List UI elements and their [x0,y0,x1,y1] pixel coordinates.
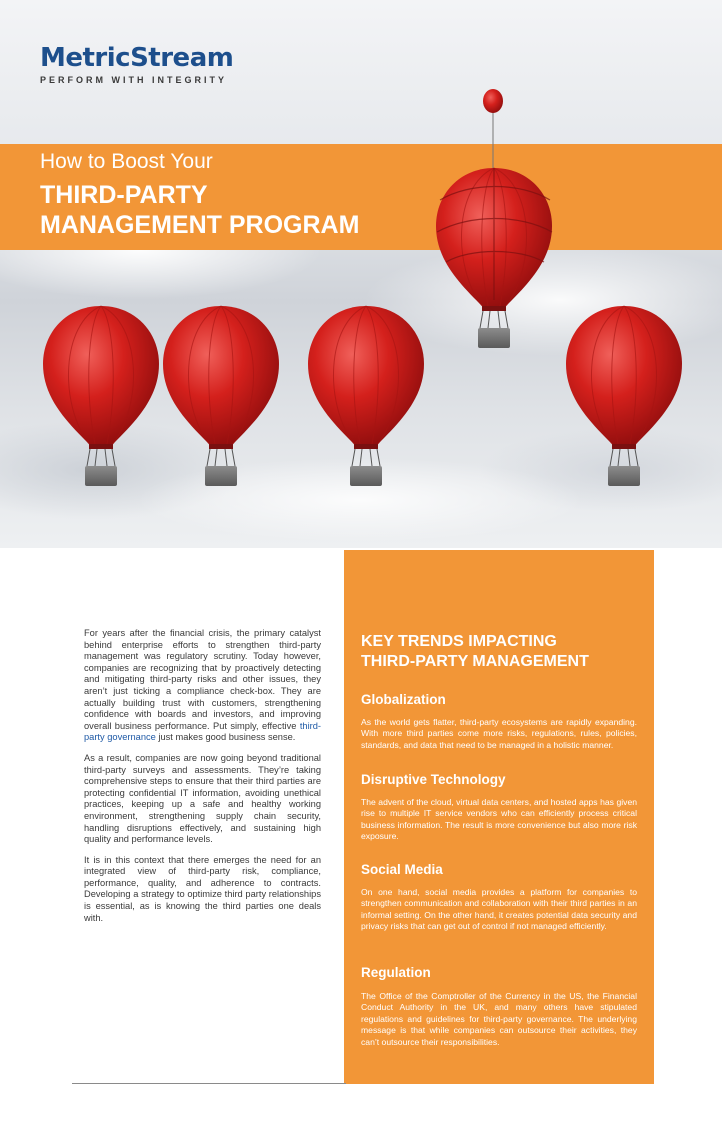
trend-heading-disruptive-technology: Disruptive Technology [361,772,506,787]
trend-heading-social-media: Social Media [361,862,443,877]
key-trends-title [361,632,589,672]
balloon-2 [163,306,279,486]
intro-paragraph-1 [84,628,321,744]
bottom-divider [72,1083,346,1084]
intro-p1-end: just makes good business sense. [155,732,296,743]
intro-text [84,628,321,933]
third-party-governance-link[interactable]: third-party governance [84,720,321,743]
banner-subtitle: How to Boost Your [40,150,213,173]
logo-tagline: PERFORM WITH INTEGRITY [40,75,227,85]
key-trends-title-line2: THIRD-PARTY MANAGEMENT [361,653,589,670]
intro-p1-text: For years after the financial crisis, the primary catalyst behind enterprise efforts to strengthen third-party management was regulatory scrutiny. Today however, companies are recognizing that by proactively detecting and mitigating third-party risks and other issues, they aren’t just ticking a compliance check-box. They are actually building trust with customers, strengthening confidence with boards and investors, and improving overall business performance. Put simply, effective [84,628,321,731]
key-trends-title-line1: KEY TRENDS IMPACTING [361,633,557,650]
balloon-5 [566,306,682,486]
key-trends-panel [344,550,654,1084]
intro-paragraph-3: It is in this context that there emerges the need for an integrated view of third-party risk, compliance, performance, quality, and adherence to contracts. Developing a strategy to optimize third party relationships is essential, as is knowing the third parties one deals with. [84,854,321,923]
balloons-illustration [0,0,722,548]
trend-heading-globalization: Globalization [361,692,446,707]
trend-body-regulation: The Office of the Comptroller of the Currency in the US, the Financial Conduct Authority in the UK, and many others have stipulated regulations and guidelines for third-party governance. The underlying message is that while companies can outsource their activities, they can’t outsource their responsibilities. [361,991,637,1047]
banner-title-line1: THIRD-PARTY [40,181,208,209]
balloon-3 [308,306,424,486]
trend-heading-regulation: Regulation [361,965,431,980]
hero-image [0,0,722,548]
intro-paragraph-2: As a result, companies are now going beyond traditional third-party surveys and assessments. They’re taking comprehensive steps to ensure that their third parties are protecting confidential IT information, avoiding unethical practices, keeping up a safe and healthy working environment, strengthening supply chain security, handling disruptions effectively, and sustaining high quality and performance levels. [84,752,321,845]
trend-body-disruptive-technology: The advent of the cloud, virtual data centers, and hosted apps has given rise to multiple IT service vendors who can efficiently process critical business information. The result is more convenience but also more risk exposure. [361,797,637,842]
banner-title-line2: MANAGEMENT PROGRAM [40,211,360,239]
trend-body-globalization: As the world gets flatter, third-party ecosystems are rapidly expanding. With more third parties come more risks, regulations, rules, policies, standards, and data that need to be managed in a holistic manner. [361,717,637,750]
balloon-lifted [436,89,552,348]
balloon-1 [43,306,159,486]
trend-body-social-media: On one hand, social media provides a platform for companies to strengthen communication and collaboration with their third parties in an informal setting. On the other hand, it creates potential data security and privacy risks that can get out of control if not managed efficiently. [361,887,637,932]
logo-wordmark: MetricStream [40,43,234,73]
